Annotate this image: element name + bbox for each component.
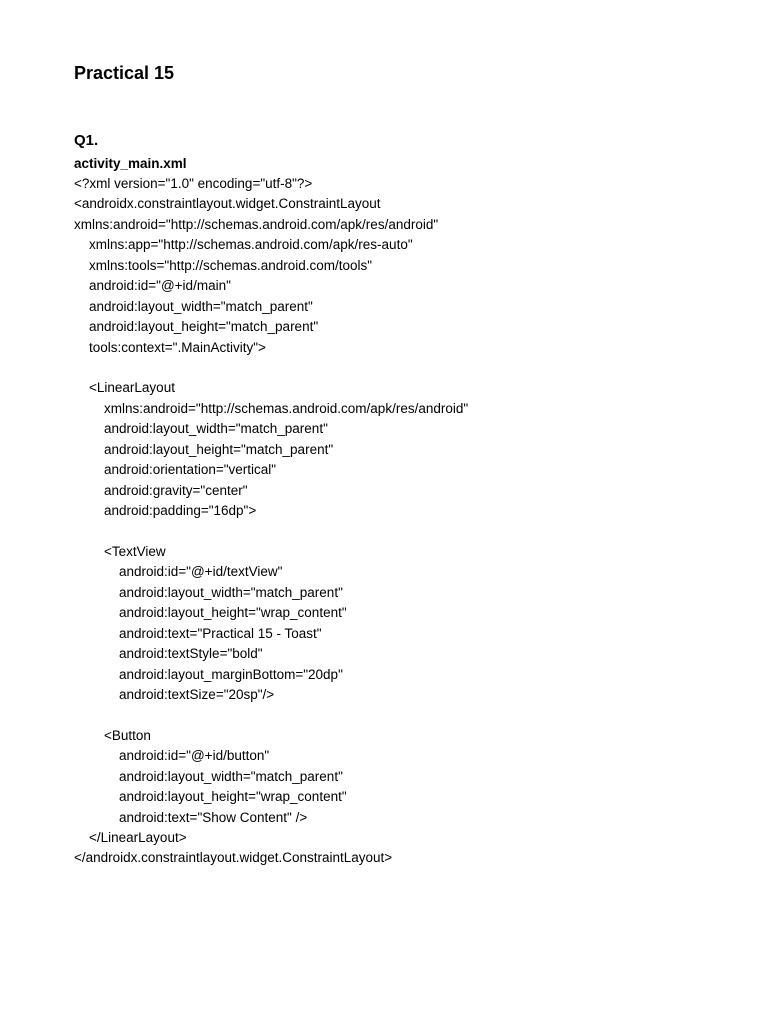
code-line: <LinearLayout bbox=[74, 380, 175, 396]
code-line: android:gravity="center" bbox=[74, 482, 248, 498]
code-line: android:layout_width="match_parent" bbox=[74, 768, 343, 784]
code-line: android:layout_width="match_parent" bbox=[74, 298, 313, 314]
code-line: android:layout_marginBottom="20dp" bbox=[74, 666, 343, 682]
code-line: xmlns:tools="http://schemas.android.com/tools" bbox=[74, 257, 373, 273]
code-line: android:orientation="vertical" bbox=[74, 462, 277, 478]
code-line: xmlns:app="http://schemas.android.com/apk/res-auto" bbox=[74, 237, 413, 253]
code-line: android:id="@+id/main" bbox=[74, 278, 231, 294]
code-line: android:padding="16dp"> bbox=[74, 503, 257, 518]
code-line: android:text="Show Content" /> bbox=[74, 809, 308, 825]
code-line: android:textStyle="bold" bbox=[74, 646, 263, 662]
code-line: android:layout_height="wrap_content" bbox=[74, 789, 347, 805]
code-listing bbox=[74, 174, 734, 869]
code-line bbox=[74, 705, 734, 725]
code-line: android:layout_width="match_parent" bbox=[74, 421, 328, 437]
code-line: android:id="@+id/button" bbox=[74, 748, 270, 764]
code-line: <Button bbox=[74, 727, 151, 743]
code-line: xmlns:android="http://schemas.android.com/apk/res/android" bbox=[74, 400, 469, 416]
code-line: </androidx.constraintlayout.widget.ConstraintLayout> bbox=[74, 850, 393, 866]
question-heading: Q1. bbox=[74, 132, 99, 149]
code-line: android:layout_height="match_parent" bbox=[74, 319, 319, 335]
code-line: android:layout_width="match_parent" bbox=[74, 584, 343, 600]
code-line bbox=[74, 358, 734, 378]
code-line bbox=[74, 521, 734, 541]
code-line: android:textSize="20sp"/> bbox=[74, 686, 275, 702]
file-name-heading: activity_main.xml bbox=[74, 156, 187, 171]
code-line: tools:context=".MainActivity"> bbox=[74, 339, 266, 355]
code-line: <?xml version="1.0" encoding="utf-8"?> bbox=[74, 176, 313, 191]
code-line: android:layout_height="wrap_content" bbox=[74, 605, 347, 621]
code-line: android:layout_height="match_parent" bbox=[74, 441, 334, 457]
code-line: android:text="Practical 15 - Toast" bbox=[74, 625, 322, 641]
code-line: <TextView bbox=[74, 543, 166, 559]
code-line: xmlns:android="http://schemas.android.com/apk/res/android" bbox=[74, 216, 439, 232]
code-line: </LinearLayout> bbox=[74, 830, 187, 845]
code-line: <androidx.constraintlayout.widget.ConstraintLayout bbox=[74, 196, 381, 212]
page-title: Practical 15 bbox=[74, 63, 175, 83]
code-line: android:id="@+id/textView" bbox=[74, 564, 283, 580]
